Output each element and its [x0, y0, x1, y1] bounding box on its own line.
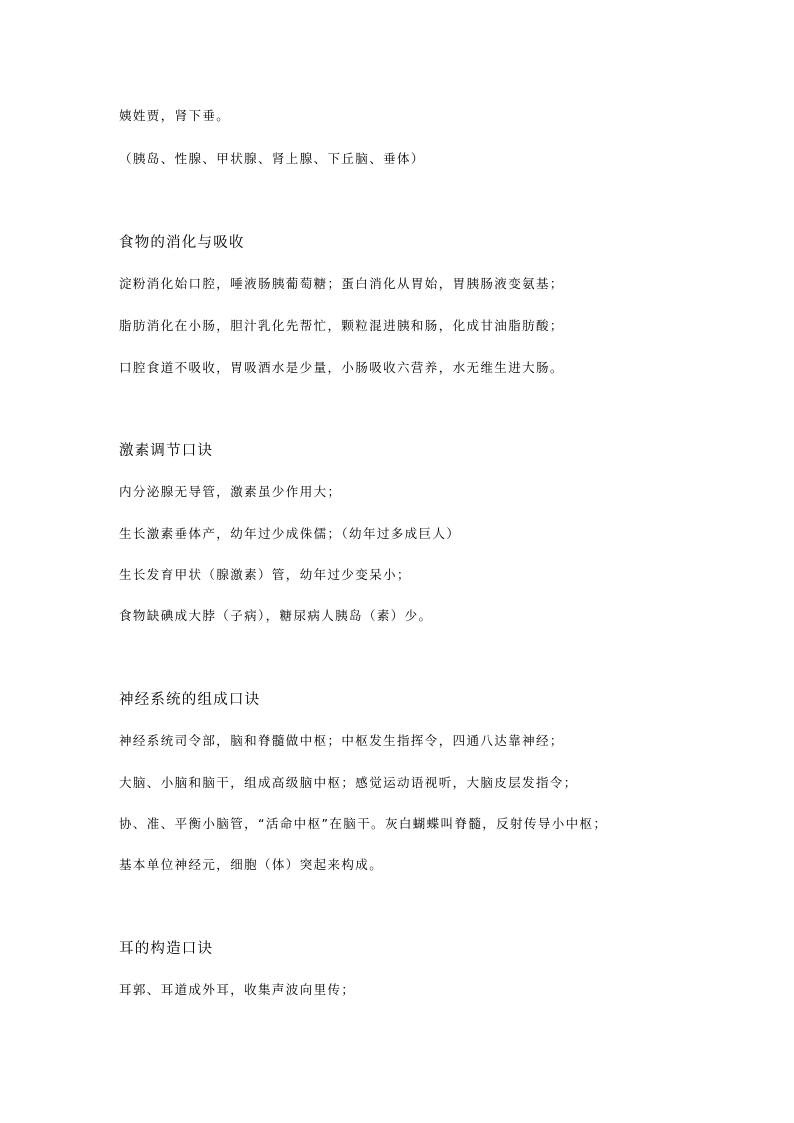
nervous-line-3: 协、准、平衡小脑管，“活命中枢”在脑干。灰白蝴蝶叫脊髓，反射传导小中枢；	[119, 816, 608, 831]
intro-line-1: 姨姓贾，肾下垂。	[119, 108, 231, 123]
ear-line-1: 耳郭、耳道成外耳，收集声波向里传；	[119, 982, 356, 997]
section-heading-digestion: 食物的消化与吸收	[119, 235, 245, 251]
digestion-line-2: 脂肪消化在小肠，胆汁乳化先帮忙，颗粒混进胰和肠，化成甘油脂肪酸；	[119, 318, 564, 333]
nervous-line-1: 神经系统司令部，脑和脊髓做中枢；中枢发生指挥令，四通八达靠神经；	[119, 733, 564, 748]
digestion-line-3: 口腔食道不吸收，胃吸酒水是少量，小肠吸收六营养，水无维生进大肠。	[119, 360, 564, 375]
nervous-line-2: 大脑、小脑和脑干，组成高级脑中枢；感觉运动语视听，大脑皮层发指令；	[119, 775, 578, 790]
section-heading-ear: 耳的构造口诀	[119, 941, 214, 957]
hormones-line-1: 内分泌腺无导管，激素虽少作用大；	[119, 484, 342, 499]
hormones-line-3: 生长发育甲状（腺激素）管，幼年过少变呆小；	[119, 567, 411, 582]
nervous-line-4: 基本单位神经元，细胞（体）突起来构成。	[119, 857, 384, 872]
digestion-line-1: 淀粉消化始口腔，唾液肠胰葡萄糖；蛋白消化从胃始，胃胰肠液变氨基；	[119, 276, 564, 291]
section-heading-nervous-system: 神经系统的组成口诀	[119, 692, 261, 708]
hormones-line-4: 食物缺碘成大脖（子病），糖尿病人胰岛（素）少。	[119, 608, 433, 623]
section-heading-hormones: 激素调节口诀	[119, 443, 214, 459]
intro-line-2: （胰岛、性腺、甲状腺、肾上腺、下丘脑、垂体）	[119, 151, 425, 166]
hormones-line-2: 生长激素垂体产，幼年过少成侏儒；（幼年过多成巨人）	[119, 526, 461, 541]
